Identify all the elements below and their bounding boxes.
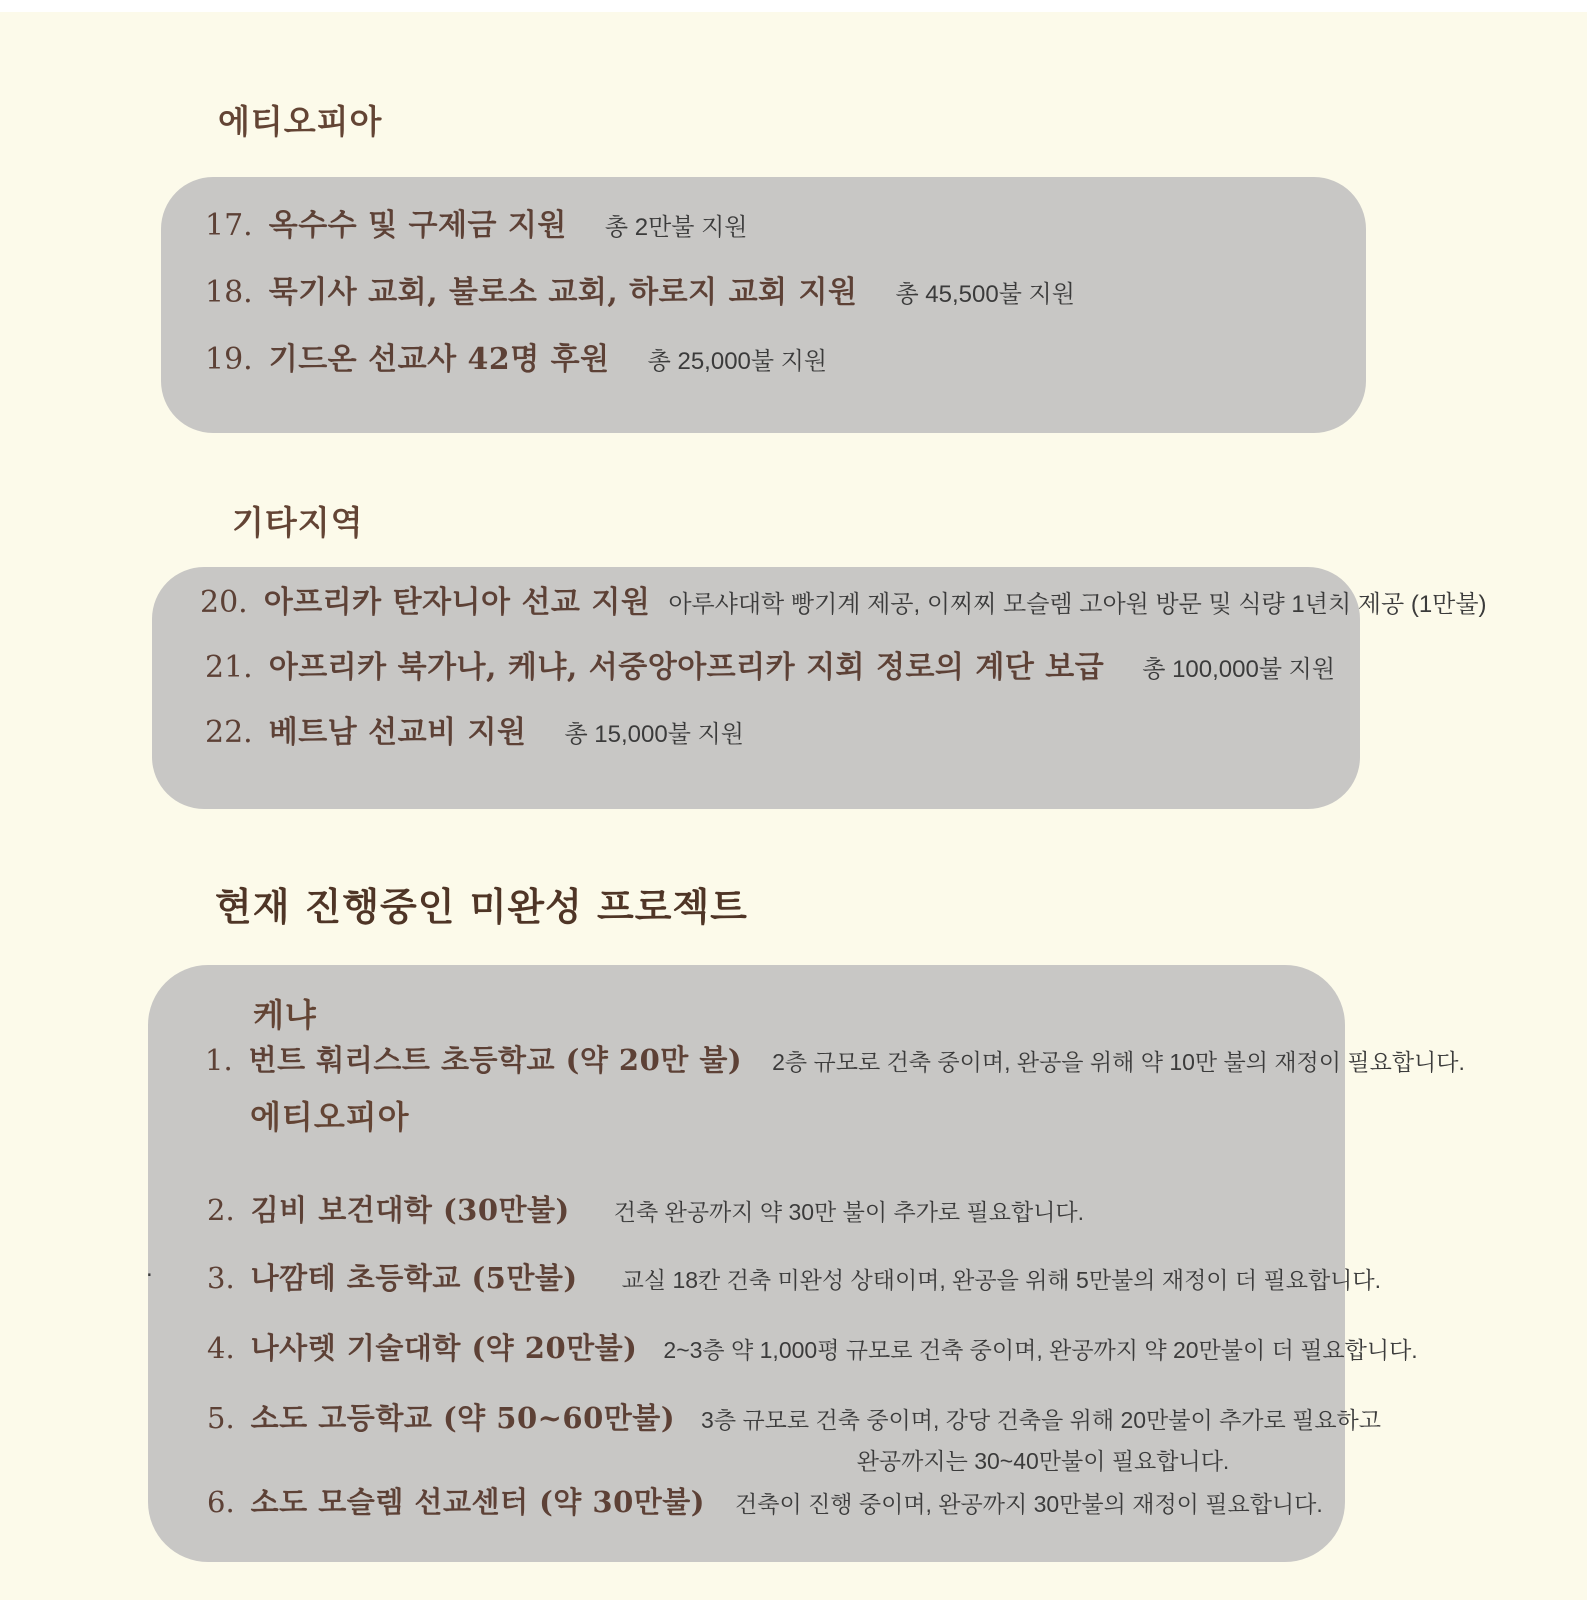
list-item-1	[205, 1038, 1465, 1079]
item-number: 4.	[207, 1331, 235, 1365]
item-title: 소도 모슬렘 선교센터 (약 30만불)	[250, 1485, 706, 1519]
section-title-other-regions: 기타지역	[232, 503, 364, 542]
item-detail: 아루샤대학 빵기계 제공, 이찌찌 모슬렘 고아원 방문 및 식량 1년치 제공 (1만불)	[668, 591, 1487, 618]
list-item-6	[207, 1480, 1323, 1521]
list-item-21	[205, 642, 1335, 686]
item-title: 나깜테 초등학교 (5만불)	[250, 1261, 578, 1295]
item-detail: 2층 규모로 건축 중이며, 완공을 위해 약 10만 불의 재정이 필요합니다.	[772, 1049, 1465, 1075]
list-item-3	[207, 1256, 1381, 1297]
item-detail-line2: 완공까지는 30~40만불이 필요합니다.	[856, 1448, 1230, 1474]
item-number: 17.	[205, 208, 253, 243]
item-number: 19.	[205, 342, 253, 377]
list-item-5	[207, 1396, 1381, 1476]
item-detail: 총 15,000불 지원	[564, 721, 744, 748]
item-detail-block	[675, 1402, 1381, 1476]
stray-period-mark: .	[146, 1255, 153, 1282]
item-title: 아프리카 북가나, 케냐, 서중앙아프리카 지회 정로의 계단 보급	[268, 650, 1105, 685]
list-item-22	[205, 707, 744, 751]
list-item-17	[205, 200, 747, 244]
section-title-ethiopia: 에티오피아	[218, 102, 383, 141]
list-item-18	[205, 267, 1075, 311]
list-item-20	[200, 577, 1487, 621]
item-detail: 총 25,000불 지원	[647, 348, 828, 375]
item-detail: 총 100,000불 지원	[1142, 656, 1336, 683]
item-detail: 2~3층 약 1,000평 규모로 건축 중이며, 완공까지 약 20만불이 더 필요합니다.	[663, 1337, 1418, 1363]
item-detail: 건축 완공까지 약 30만 불이 추가로 필요합니다.	[613, 1199, 1085, 1225]
item-title: 번트 훠리스트 초등학교 (약 20만 불)	[248, 1043, 743, 1077]
item-detail: 총 2만불 지원	[604, 214, 748, 241]
item-title: 나사렛 기술대학 (약 20만불)	[250, 1331, 638, 1365]
item-number: 21.	[205, 650, 253, 685]
item-number: 2.	[207, 1193, 235, 1227]
item-detail: 총 45,500불 지원	[895, 281, 1075, 308]
item-number: 3.	[207, 1261, 235, 1295]
item-title: 옥수수 및 구제금 지원	[268, 208, 567, 243]
subsection-title-kenya: 케냐	[253, 996, 317, 1034]
section-title-ongoing-projects: 현재 진행중인 미완성 프로젝트	[215, 884, 748, 929]
item-detail: 건축이 진행 중이며, 완공까지 30만불의 재정이 필요합니다.	[735, 1491, 1323, 1517]
item-title: 소도 고등학교 (약 50~60만불)	[250, 1401, 676, 1435]
list-item-4	[207, 1326, 1418, 1367]
item-detail: 3층 규모로 건축 중이며, 강당 건축을 위해 20만불이 추가로 필요하고	[701, 1407, 1381, 1433]
item-title: 아프리카 탄자니아 선교 지원	[263, 585, 651, 620]
item-number: 6.	[207, 1485, 235, 1519]
item-number: 5.	[207, 1401, 235, 1435]
list-item-2	[207, 1188, 1084, 1229]
item-number: 22.	[205, 715, 253, 750]
item-number: 20.	[200, 585, 248, 620]
item-title: 묵기사 교회, 불로소 교회, 하로지 교회 지원	[268, 275, 858, 310]
list-item-19	[205, 334, 827, 378]
item-number: 1.	[205, 1043, 233, 1077]
item-title: 베트남 선교비 지원	[268, 715, 527, 750]
subsection-title-ethiopia: 에티오피아	[250, 1098, 410, 1136]
item-title: 김비 보건대학 (30만불)	[250, 1193, 570, 1227]
item-detail: 교실 18칸 건축 미완성 상태이며, 완공을 위해 5만불의 재정이 더 필요합니다.	[621, 1267, 1382, 1293]
item-title: 기드온 선교사 42명 후원	[268, 342, 610, 377]
item-number: 18.	[205, 275, 253, 310]
